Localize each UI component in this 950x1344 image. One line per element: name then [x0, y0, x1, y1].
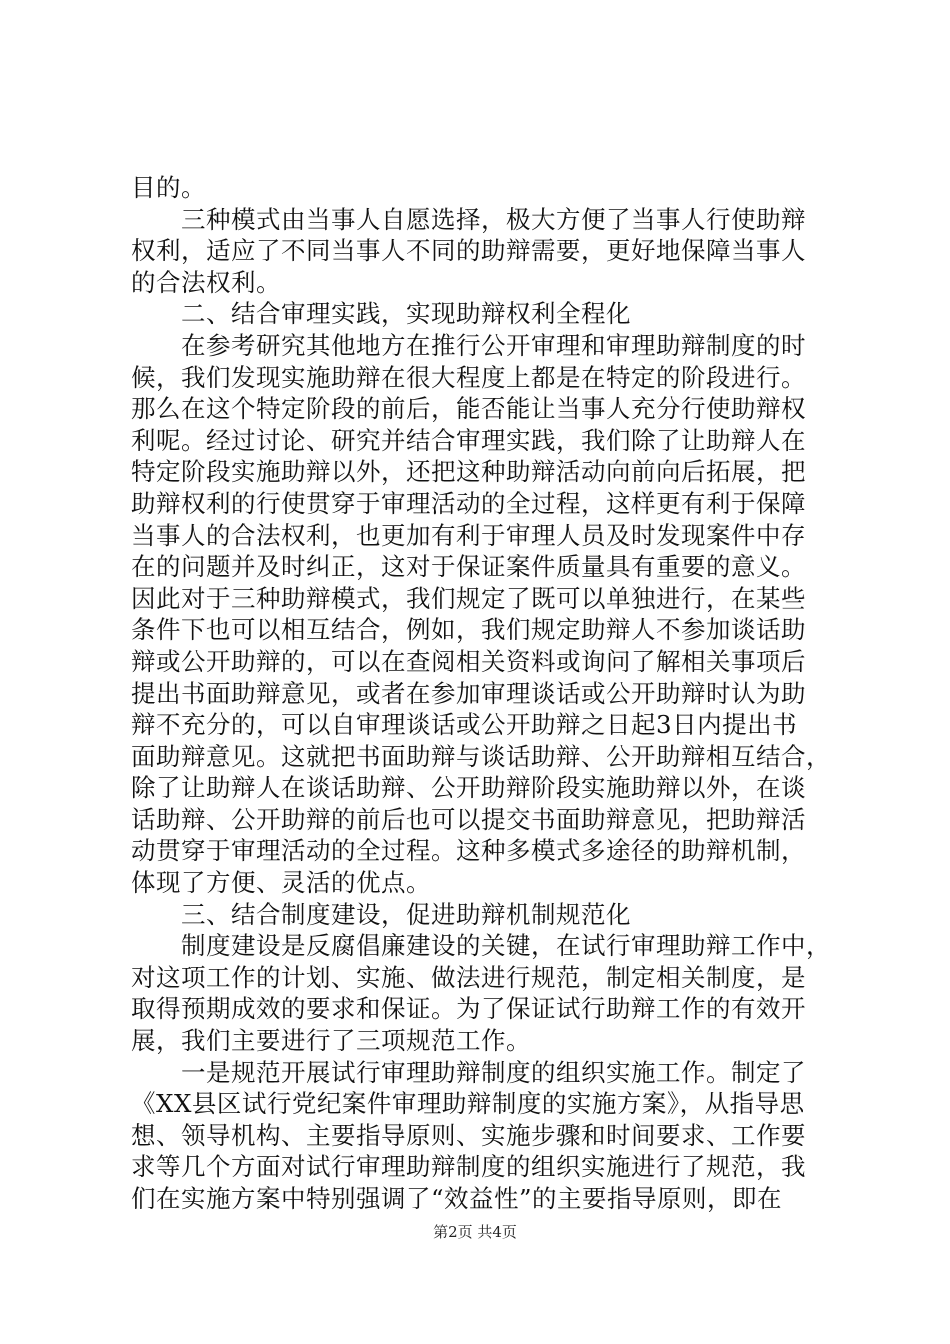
text-line: 取得预期成效的要求和保证。为了保证试行助辩工作的有效开: [131, 994, 806, 1024]
text-line: 动贯穿于审理活动的全过程。这种多模式多途径的助辩机制，: [131, 836, 806, 866]
paragraph-first-line: 在参考研究其他地方在推行公开审理和审理助辩制度的时: [181, 330, 806, 360]
text-line: 话助辩、公开助辩的前后也可以提交书面助辩意见，把助辩活: [131, 804, 806, 834]
text-line: 条件下也可以相互结合，例如，我们规定助辩人不参加谈话助: [131, 615, 806, 645]
text-line: 除了让助辩人在谈话助辩、公开助辩阶段实施助辩以外，在谈: [131, 773, 806, 803]
text-line: 《XX县区试行党纪案件审理助辩制度的实施方案》，从指导思: [131, 1089, 805, 1119]
section-heading: 二、结合审理实践，实现助辩权利全程化: [181, 299, 631, 329]
text-line: 因此对于三种助辩模式，我们规定了既可以单独进行，在某些: [131, 583, 806, 613]
text-line: 助辩权利的行使贯穿于审理活动的全过程，这样更有利于保障: [131, 488, 806, 518]
text-line: 那么在这个特定阶段的前后，能否能让当事人充分行使助辩权: [131, 394, 806, 424]
text-line: 目的。: [131, 173, 206, 202]
section-heading: 三、结合制度建设，促进助辩机制规范化: [181, 899, 631, 929]
page-number-footer: 第2页 共4页: [433, 1223, 517, 1241]
text-line: 展，我们主要进行了三项规范工作。: [131, 1026, 531, 1056]
document-body: [131, 172, 831, 1215]
text-line: 们在实施方案中特别强调了“效益性”的主要指导原则，即在: [131, 1184, 783, 1213]
text-line: 对这项工作的计划、实施、做法进行规范，制定相关制度，是: [131, 962, 806, 992]
text-line: 体现了方便、灵活的优点。: [131, 868, 431, 898]
paragraph-first-line: 一是规范开展试行审理助辩制度的组织实施工作。制定了: [181, 1057, 806, 1087]
text-line: 的合法权利。: [131, 267, 281, 297]
text-line: 候，我们发现实施助辩在很大程度上都是在特定的阶段进行。: [131, 362, 806, 392]
paragraph-first-line: 制度建设是反腐倡廉建设的关键，在试行审理助辩工作中，: [181, 931, 831, 961]
text-line: 特定阶段实施助辩以外，还把这种助辩活动向前向后拓展，把: [131, 457, 806, 487]
text-line: 当事人的合法权利，也更加有利于审理人员及时发现案件中存: [131, 520, 806, 550]
text-line: 面助辩意见。这就把书面助辩与谈话助辩、公开助辩相互结合，: [131, 741, 831, 771]
text-line: 辩或公开助辩的，可以在查阅相关资料或询问了解相关事项后: [131, 646, 806, 676]
text-line: 权利，适应了不同当事人不同的助辩需要，更好地保障当事人: [131, 236, 806, 266]
text-line: 求等几个方面对试行审理助辩制度的组织实施进行了规范，我: [131, 1152, 806, 1182]
text-line: 想、领导机构、主要指导原则、实施步骤和时间要求、工作要: [131, 1120, 806, 1150]
paragraph-first-line: 三种模式由当事人自愿选择，极大方便了当事人行使助辩: [181, 204, 806, 234]
text-line: 利呢。经过讨论、研究并结合审理实践，我们除了让助辩人在: [131, 425, 806, 455]
text-line: 提出书面助辩意见，或者在参加审理谈话或公开助辩时认为助: [131, 678, 806, 708]
text-line: 在的问题并及时纠正，这对于保证案件质量具有重要的意义。: [131, 552, 806, 582]
text-line: 辩不充分的，可以自审理谈话或公开助辩之日起3日内提出书: [131, 710, 798, 740]
